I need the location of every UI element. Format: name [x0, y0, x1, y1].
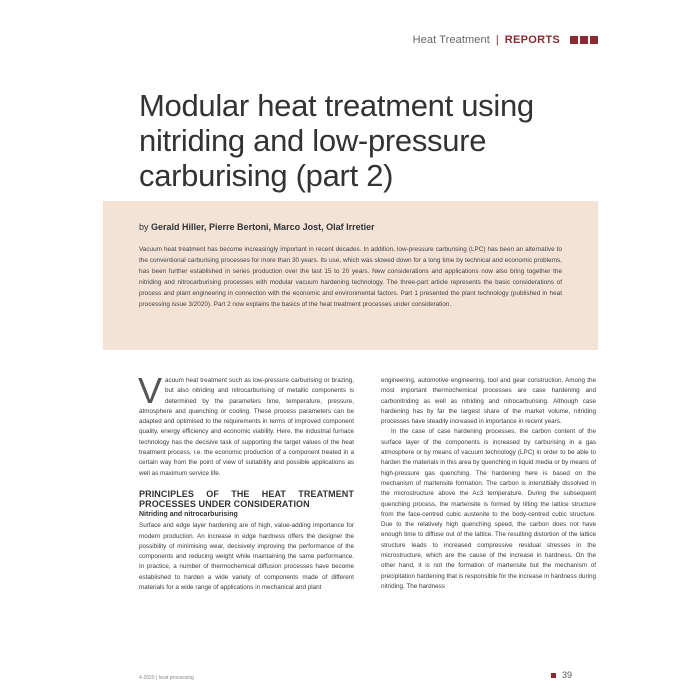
article-title: Modular heat treatment using nitriding and low-pressure carburising (part 2): [139, 88, 534, 193]
paragraph-case-hardening: In the case of case hardening processes, the carbon content of the surface layer of the components is increased by carburising in a gas atmosphere or by means of vacuum technology (LPC) in order to be able to harden the materials in this area by quenching in liquid media or by means of high-pressure gas quenching. The hardening here is based on the mechanism of martensite formation. The carbon is interstitially dissolved in the microstructure above the Ac3 temperature. During the subsequent quenching process, the martensite is formed by tilting the lattice structure from the face-centred cubic austenite to the body-centred cubic structure. Due to the relatively high quenching speed, the carbon does not have enough time to diffuse out of the lattice. The resulting distortion of the lattice structure leads to increased compressive residual stresses in the microstructure, which are the cause of the increase in hardness. On the other hand, it is not the formation of martensite but the mechanism of precipitation hardening that is responsible for the increase in hardness during nitriding. The hardness: [381, 428, 596, 590]
page-square-icon: [551, 673, 556, 678]
paragraph-nitriding: Surface and edge layer hardening are of high, value-adding importance for modern production. An increase in edge hardness offers the designer the possibility of minimising wear, decisively improving the performance of the components and reducing weight while maintaining the same performance. In practice, a number of thermochemical diffusion processes have become established to harden a wide variety of components made of different materials for a wide range of applications in mechanical and plant: [139, 522, 354, 592]
byline-prefix: by: [139, 222, 152, 232]
column-right: [381, 376, 596, 593]
header-section: Heat Treatment: [412, 34, 490, 46]
column-left: [138, 370, 354, 593]
header-squares-icon: [570, 36, 598, 44]
intro-paragraph: [138, 370, 354, 479]
byline: [139, 222, 562, 232]
body-columns: [138, 370, 596, 593]
header-category: REPORTS: [504, 34, 560, 46]
footer-issue: 4-2020 | heat processing: [139, 675, 194, 681]
sub-heading: Nitriding and nitrocarburising: [139, 510, 238, 518]
page-number: 39: [561, 670, 572, 680]
intro-box: [103, 201, 598, 350]
header-separator: |: [495, 34, 499, 46]
intro-paragraph-text: acuum heat treatment such as low-pressure carburising or brazing, but also nitriding and nitrocarburising of metallic components is determined by the parameters time, temperature, pressure, atmosphere and quenching or cooling. These process parameters can be adapted and optimised to the requirements in terms of improved component quality, energy efficiency and economic viability. Here, the industrial furnace technology has the decisive task of supporting the target values of the heat treatment process, i.e. the economic production of a component treated in a certain way from the point of view of suitability and possible applications as well as maximum service life.: [139, 377, 354, 477]
byline-authors: Gerald Hiller, Pierre Bertoni, Marco Jost, Olaf Irretier: [151, 222, 375, 232]
drop-cap: V: [138, 370, 163, 411]
running-header: [413, 34, 598, 46]
footer-page: [551, 670, 572, 680]
abstract: Vacuum heat treatment has become increasingly important in recent decades. In addition, low-pressure carburising (LPC) has been an alternative to the conventional carburising processes for more than 30 years. Its use, which was slowed down for a long time by technical and economic problems, has been further established in series production over the last 15 to 20 years. New considerations and applications now also bring together the nitriding and nitrocarburising processes with modular vacuum hardening technology. The three-part article represents the basic considerations of process and plant engineering in connection with the economic and environmental factors. Part 1 presented the plant technology (published in heat processing issue 3/2020). Part 2 now explains the basics of the heat treatment processes under consideration.: [139, 246, 562, 308]
section-heading: PRINCIPLES OF THE HEAT TREATMENT PROCESSES UNDER CONSIDERATION: [139, 488, 354, 509]
paragraph-continued: engineering, automotive engineering, tool and gear construction. Among the most important thermochemical processes are case hardening and carbonitriding as well as nitriding and nitrocarburising. Although case hardening has by far the largest share of the market volume, nitriding processes have steadily increased in importance in recent years.: [381, 377, 596, 426]
